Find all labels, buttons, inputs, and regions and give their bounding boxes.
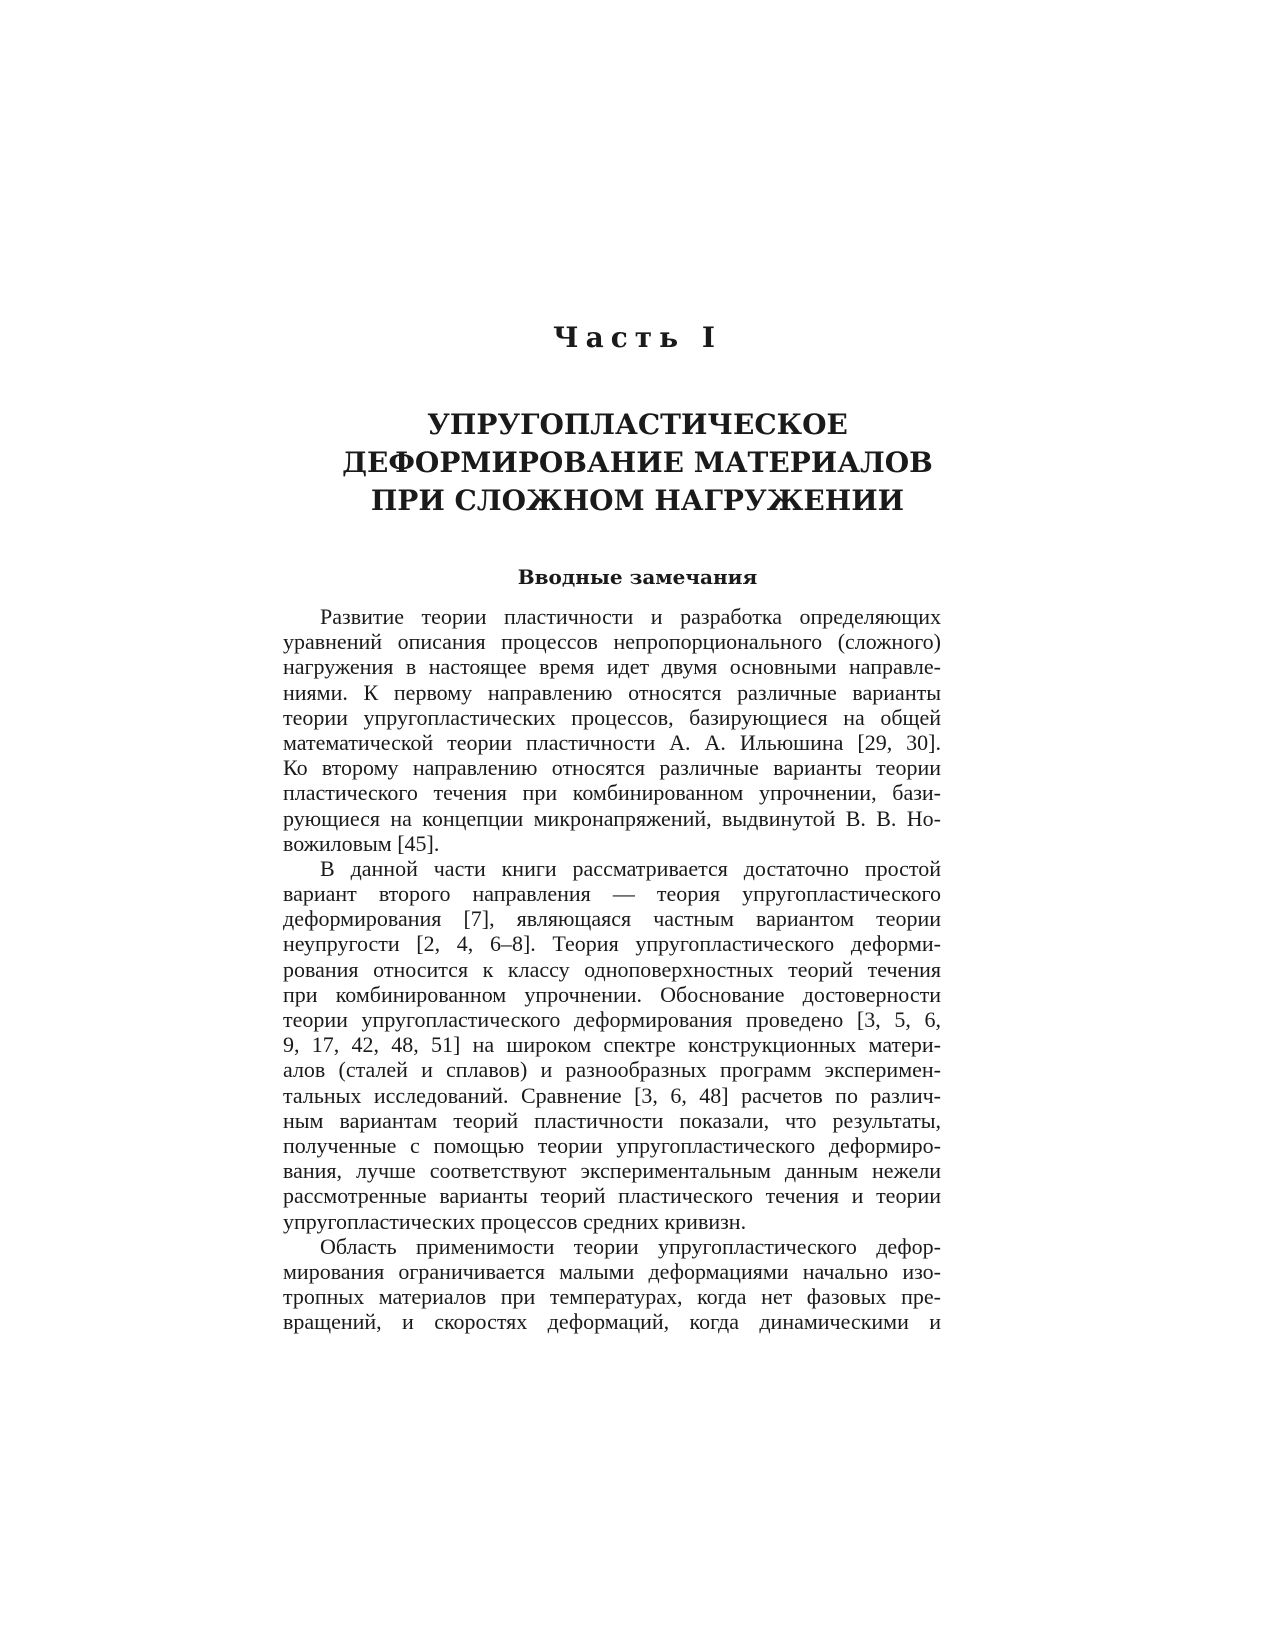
text-line: полученные с помощью теории упругопластического деформиро- [283, 1132, 941, 1158]
text-line: нагружения в настоящее время идет двумя основными направле- [283, 654, 941, 680]
text-line: алов (сталей и сплавов) и разнообразных программ эксперимен- [283, 1057, 941, 1083]
text-line: рования относится к классу одноповерхностных теорий течения [283, 956, 941, 982]
paragraph-2 [283, 856, 941, 1234]
main-title-line: УПРУГОПЛАСТИЧЕСКОЕ [427, 408, 848, 441]
text-line: тропных материалов при температурах, когда нет фазовых пре- [283, 1284, 941, 1310]
text-line: В данной части книги рассматривается достаточно простой [320, 855, 941, 881]
body-text [283, 604, 941, 1334]
text-line: теории упругопластического деформирования проведено [3, 5, 6, [283, 1007, 941, 1032]
paragraph-1 [283, 604, 941, 856]
text-line: при комбинированном упрочнении. Обоснование достоверности [283, 981, 941, 1007]
main-title-line: ДЕФОРМИРОВАНИЕ МАТЕРИАЛОВ [342, 446, 933, 479]
text-line: математической теории пластичности А. А. Ильюшина [29, 30]. [283, 729, 941, 755]
text-line: неупругости [2, 4, 6–8]. Теория упругопластического деформи- [283, 931, 941, 957]
main-title [0, 406, 1275, 520]
text-line: тальных исследований. Сравнение [3, 6, 48] расчетов по различ- [283, 1082, 941, 1108]
part-title: Часть I [553, 321, 722, 354]
paragraph-3 [283, 1234, 941, 1335]
text-line: пластического течения при комбинированном упрочнении, бази- [283, 780, 941, 806]
main-title-line: ПРИ СЛОЖНОМ НАГРУЖЕНИИ [370, 484, 905, 517]
text-line: Развитие теории пластичности и разработка определяющих [320, 604, 941, 629]
text-line: мирования ограничивается малыми деформациями начально изо- [283, 1258, 941, 1284]
text-line: упругопластических процессов средних кривизн. [283, 1208, 747, 1234]
text-line: рассмотренные варианты теорий пластического течения и теории [283, 1183, 941, 1209]
text-line: Ко второму направлению относятся различные варианты теории [283, 755, 941, 781]
text-line: вания, лучше соответствуют экспериментальным данным нежели [283, 1158, 941, 1184]
text-line: Область применимости теории упругопластического дефор- [320, 1233, 941, 1259]
text-line: ным вариантам теорий пластичности показали, что результаты, [283, 1107, 941, 1133]
text-line: вращений, и скоростях деформаций, когда динамическими и [283, 1309, 941, 1335]
text-line: ниями. К первому направлению относятся различные варианты [283, 679, 941, 705]
text-line: теории упругопластических процессов, базирующиеся на общей [283, 704, 941, 730]
text-line: вожиловым [45]. [283, 830, 440, 856]
text-line: 9, 17, 42, 48, 51] на широком спектре конструкционных матери- [283, 1032, 941, 1058]
text-line: деформирования [7], являющаяся частным вариантом теории [283, 906, 941, 932]
section-title: Вводные замечания [517, 565, 758, 589]
text-line: вариант второго направления — теория упругопластического [283, 881, 941, 907]
text-line: уравнений описания процессов непропорционального (сложного) [283, 629, 941, 655]
text-line: рующиеся на концепции микронапряжений, выдвинутой В. В. Но- [283, 805, 941, 831]
